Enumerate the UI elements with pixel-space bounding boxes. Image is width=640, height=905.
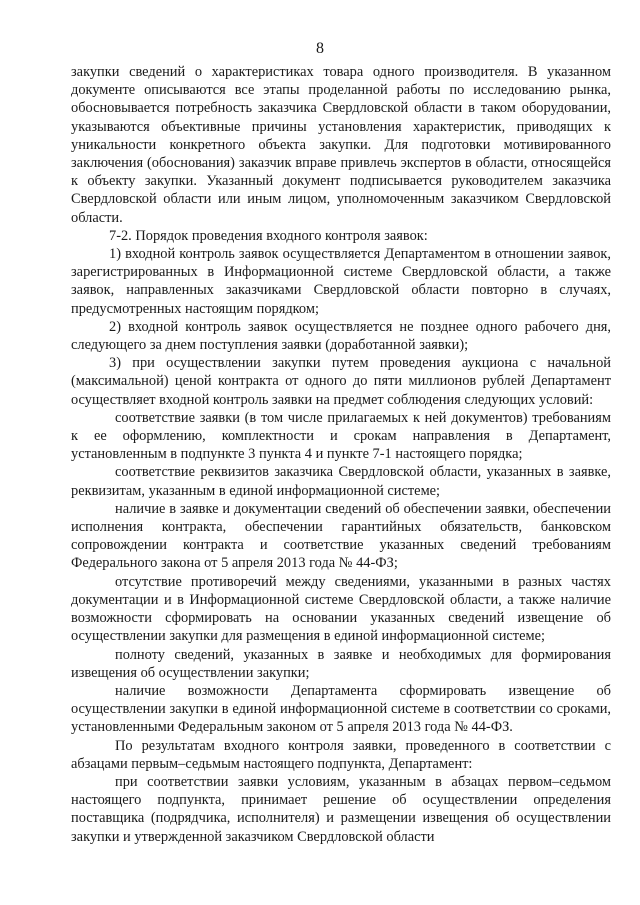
paragraph-condition-5: полноту сведений, указанных в заявке и необходимых для формирования извещения об осуществлении закупки; (71, 646, 611, 681)
paragraph-decision: при соответствии заявки условиям, указанным в абзацах первом–седьмом настоящего подпункта, принимает решение об осуществлении определения поставщика (подрядчика, исполнителя) и размещении извещения об осуществлении закупки и утвержденной заказчиком Свердловской области (71, 773, 611, 845)
paragraph-section-heading: 7-2. Порядок проведения входного контроля заявок: (109, 227, 428, 244)
paragraph-item-2: 2) входной контроль заявок осуществляется не позднее одного рабочего дня, следующего за днем поступления заявки (доработанной заявки); (71, 318, 611, 354)
paragraph-item-3: 3) при осуществлении закупки путем проведения аукциона с начальной (максимальной) ценой контракта от одного до пяти миллионов рублей Департамент осуществляет входной контроль заявки на предмет соблюдения следующих условий: (71, 355, 611, 408)
page-number: 8 (316, 40, 324, 57)
document-body (71, 63, 611, 846)
paragraph-condition-2: соответствие реквизитов заказчика Свердловской области, указанных в заявке, реквизитам, указанным в единой информационной системе; (71, 464, 611, 499)
paragraph-continuation: закупки сведений о характеристиках товара одного производителя. В указанном документе описываются все этапы проделанной работы по исследованию рынка, обосновывается потребность заказчика Свердловской области в таком оборудовании, указываются объективные причины установления характеристик, приводящих к уникальности конкретного объекта закупки. Для подготовки мотивированного заключения (обоснования) заказчик вправе привлечь экспертов в области, относящейся к объекту закупки. Указанный документ подписывается руководителем заказчика Свердловской области или иным лицом, уполномоченным заказчиком Свердловской области. (71, 64, 611, 226)
paragraph-condition-1: соответствие заявки (в том числе прилагаемых к ней документов) требованиям к ее оформлению, комплектности и срокам направления в Департамент, установленным в подпункте 3 пункта 4 и пункте 7-1 настоящего порядка; (71, 409, 611, 463)
paragraph-item-1: 1) входной контроль заявок осуществляется Департаментом в отношении заявок, зарегистрированных в Информационной системе Свердловской области, а также заявок, направленных заказчиками Свердловской области повторно в случаях, предусмотренных настоящим порядком; (71, 246, 611, 317)
paragraph-condition-4: отсутствие противоречий между сведениями, указанными в разных частях документации и в Информационной системе Свердловской области, а также наличие возможности сформировать на основании указанных сведений извещение об осуществлении закупки для размещения в единой информационной системе; (71, 573, 611, 645)
paragraph-condition-6: наличие возможности Департамента сформировать извещение об осуществлении закупки в единой информационной системе в соответствии со сроками, установленными Федеральным законом от 5 апреля 2013 года № 44-ФЗ. (71, 682, 611, 736)
paragraph-results: По результатам входного контроля заявки, проведенного в соответствии с абзацами первым–седьмым настоящего подпункта, Департамент: (71, 737, 611, 772)
paragraph-condition-3: наличие в заявке и документации сведений об обеспечении заявки, обеспечении исполнения контракта, обеспечении гарантийных обязательств, банковском сопровождении контракта и соответствие указанных сведений требованиям Федерального закона от 5 апреля 2013 года № 44-ФЗ; (71, 500, 611, 572)
